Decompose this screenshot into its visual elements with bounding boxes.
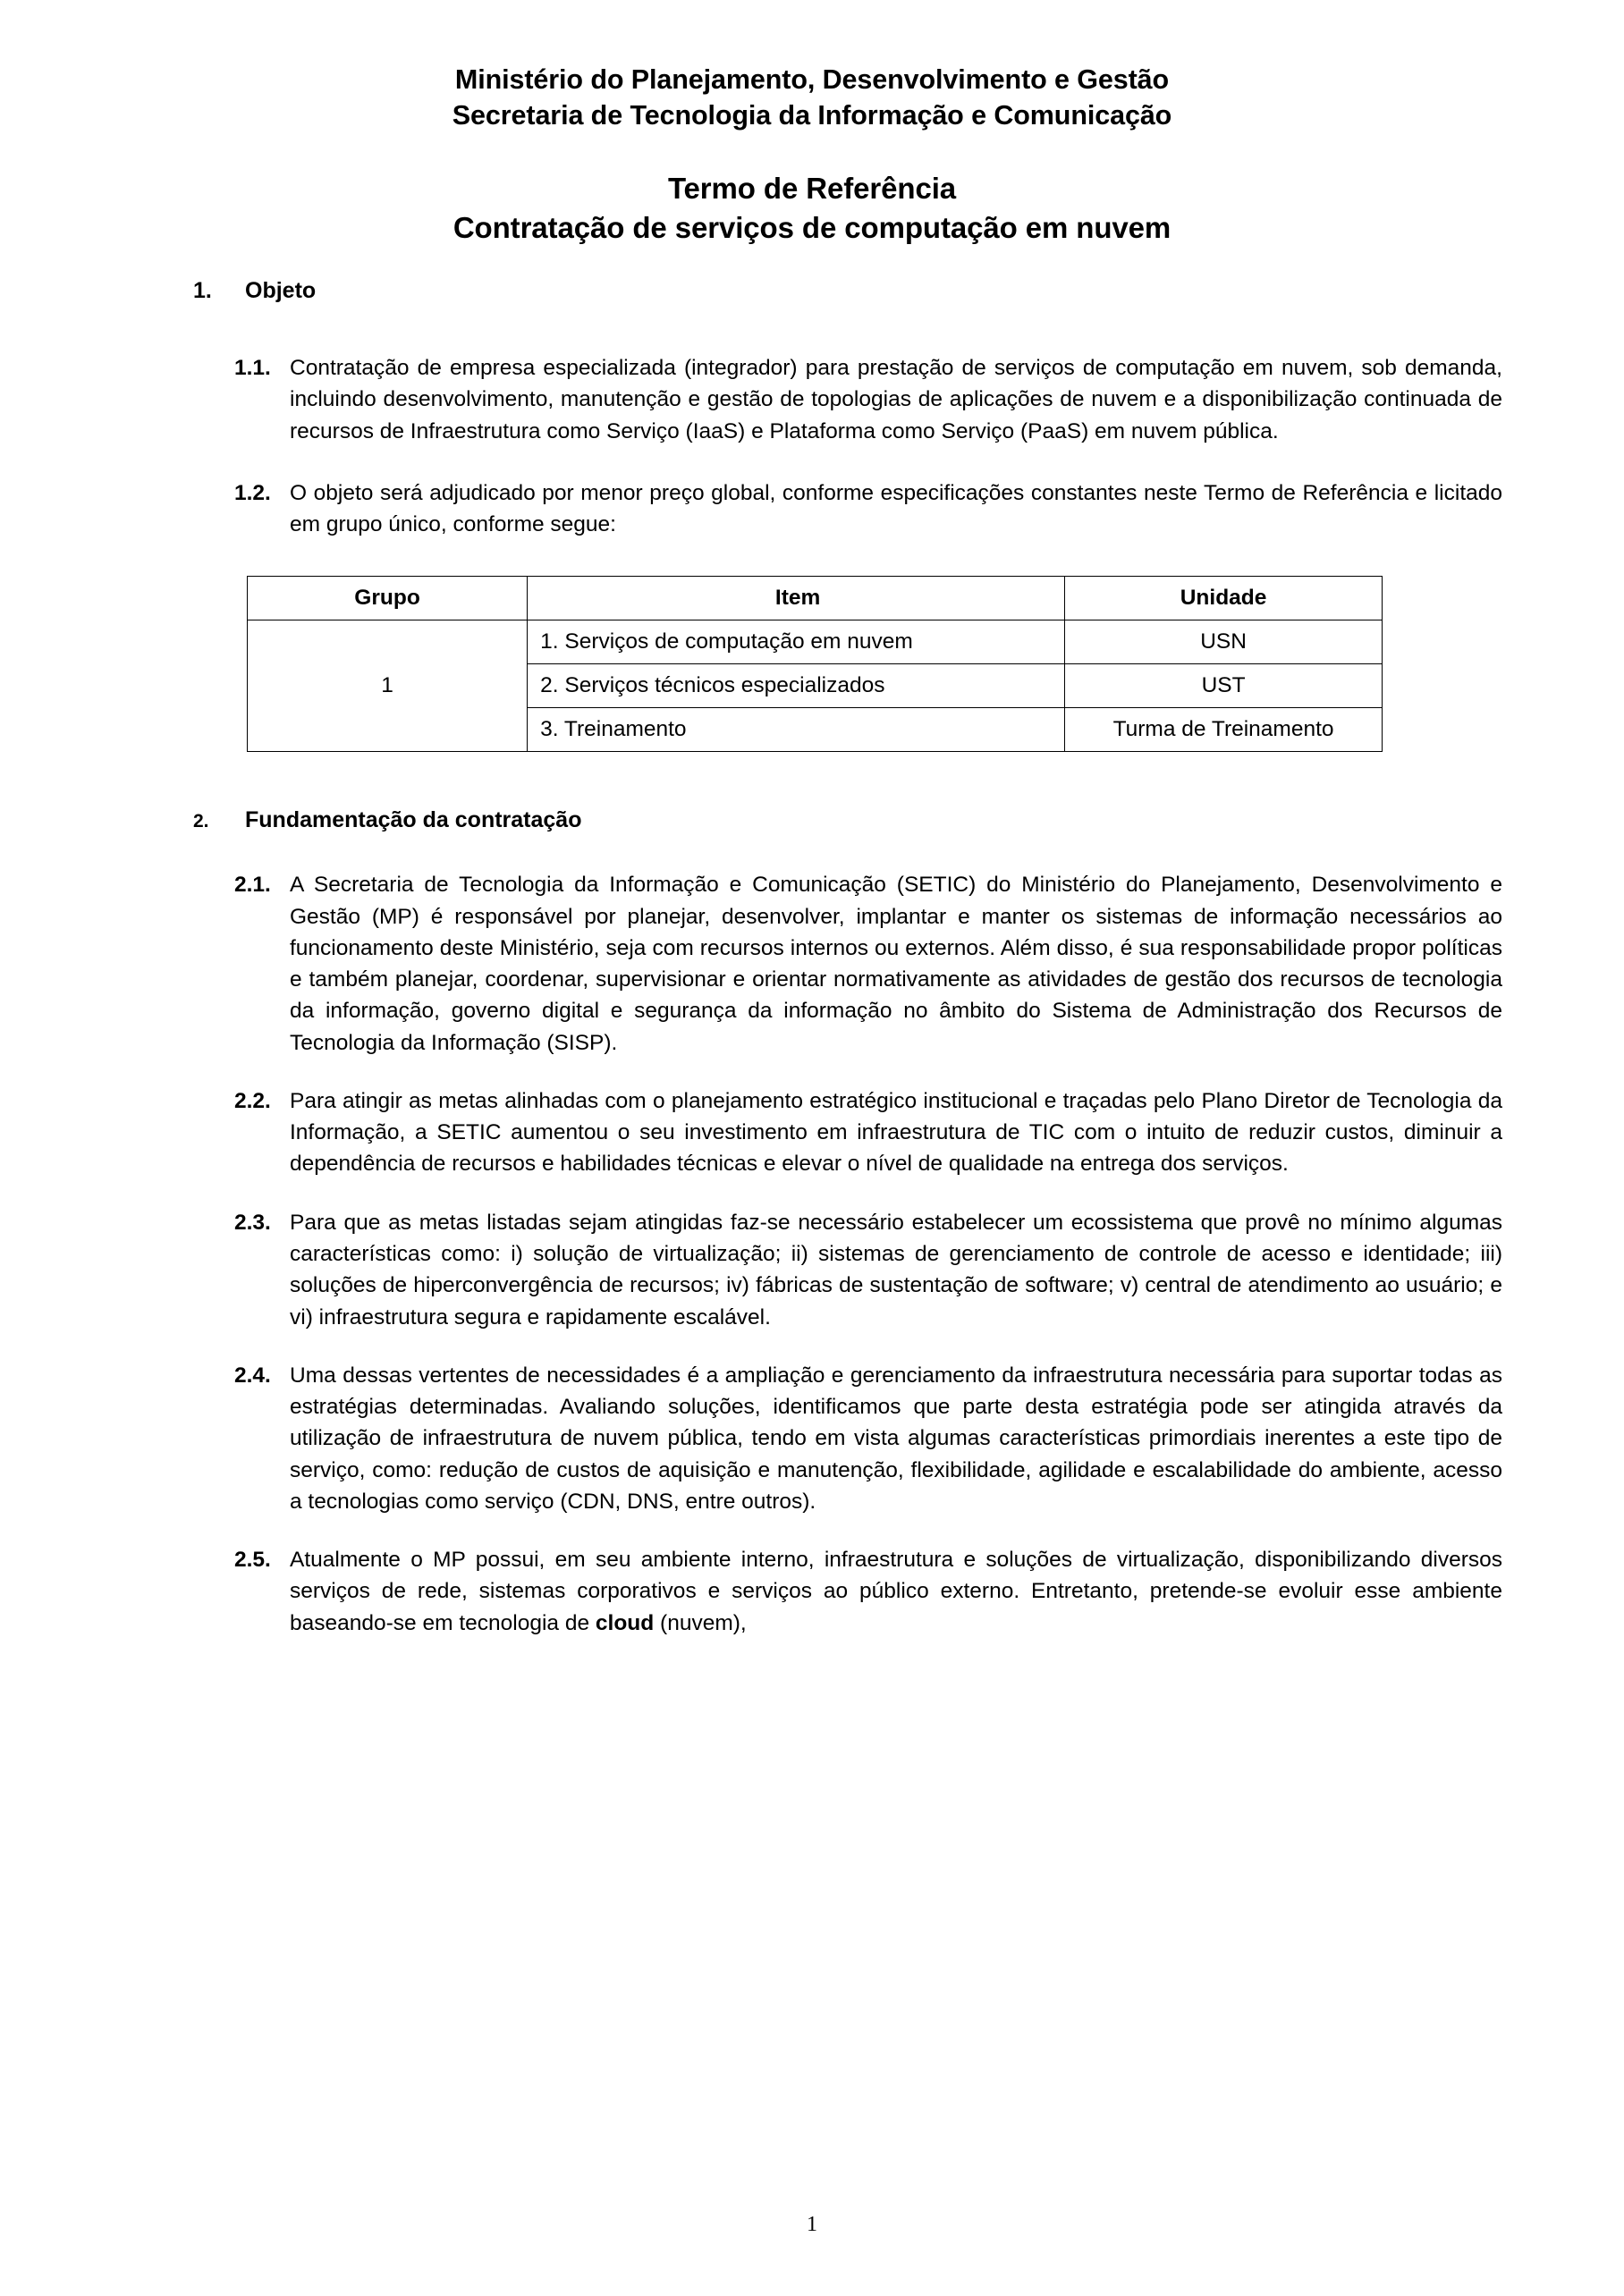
table-cell-item: 1. Serviços de computação em nuvem	[528, 620, 1065, 664]
paragraph-2-1-text: A Secretaria de Tecnologia da Informação e Comunicação (SETIC) do Ministério do Planejamento, Desenvolvimento e Gestão (MP) é responsável por planejar, desenvolver, implantar e manter os sistemas de informação necessários ao funcionamento deste Ministério, seja com recursos internos ou externos. Além disso, é sua responsabilidade propor políticas e também planejar, coordenar, supervisionar e orientar normativamente as atividades de gestão dos recursos de tecnologia da informação, governo digital e segurança da informação no âmbito do Sistema de Administração dos Recursos de Tecnologia da Informação (SISP).	[290, 873, 1502, 1055]
paragraph-2-1-number: 2.1.	[234, 873, 271, 898]
paragraph-2-4-text: Uma dessas vertentes de necessidades é a ampliação e gerenciamento da infraestrutura necessária para suportar todas as estratégias determinadas. Avaliando soluções, identificamos que parte desta estratégia pode ser atingida através da utilização de infraestrutura de nuvem pública, tendo em vista algumas características primordiais inerentes a este tipo de serviço, como: redução de custos de aquisição e manutenção, flexibilidade, agilidade e escalabilidade do ambiente, acesso a tecnologias como serviço (CDN, DNS, entre outros).	[290, 1363, 1502, 1514]
table-cell-unidade: Turma de Treinamento	[1065, 708, 1383, 752]
paragraph-1-2-number: 1.2.	[234, 480, 271, 505]
table-header-row	[248, 577, 1383, 620]
paragraph-2-5-text-bold: cloud	[595, 1610, 655, 1635]
header-line-ministry: Ministério do Planejamento, Desenvolvimento e Gestão	[454, 64, 1170, 95]
header-line-secretariat: Secretaria de Tecnologia da Informação e Comunicação	[452, 99, 1172, 131]
section-1-title: Objeto	[245, 278, 317, 304]
paragraph-2-2-number: 2.2.	[234, 1088, 271, 1113]
paragraph-2-3	[234, 1207, 1502, 1333]
section-1-number: 1.	[193, 278, 212, 304]
document-header	[0, 0, 1624, 133]
paragraph-2-5-text-part-b: (nuvem),	[654, 1610, 747, 1635]
table-cell-unidade: USN	[1065, 620, 1383, 664]
table-header-item: Item	[528, 577, 1065, 620]
paragraph-2-5-number: 2.5.	[234, 1548, 271, 1573]
paragraph-2-3-number: 2.3.	[234, 1210, 271, 1235]
paragraph-2-4	[234, 1360, 1502, 1517]
paragraph-2-5-text	[290, 1544, 1502, 1639]
paragraph-2-2	[234, 1085, 1502, 1180]
paragraph-1-2	[234, 477, 1502, 541]
page-number: 1	[807, 2213, 817, 2236]
items-table	[247, 576, 1383, 752]
paragraph-2-5-text-part-a: Atualmente o MP possui, em seu ambiente interno, infraestrutura e soluções de virtualização, disponibilizando diversos serviços de rede, sistemas corporativos e serviços ao público externo. Entretanto, pretende-se evoluir esse ambiente baseando-se em tecnologia de	[290, 1548, 1502, 1635]
paragraph-1-2-text: O objeto será adjudicado por menor preço global, conforme especificações constantes neste Termo de Referência e licitado em grupo único, conforme segue:	[290, 480, 1502, 537]
table-cell-item: 2. Serviços técnicos especializados	[528, 664, 1065, 708]
title-line-contratacao: Contratação de serviços de computação em nuvem	[453, 211, 1171, 245]
paragraph-1-1-number: 1.1.	[234, 356, 271, 381]
paragraph-2-1	[234, 869, 1502, 1059]
items-table-wrapper	[247, 576, 1383, 752]
section-2-title: Fundamentação da contratação	[245, 807, 582, 833]
table-header-unidade: Unidade	[1065, 577, 1383, 620]
paragraph-2-5	[234, 1544, 1502, 1639]
section-heading-1	[193, 278, 1624, 304]
table-cell-grupo: 1	[248, 620, 528, 752]
paragraph-2-4-number: 2.4.	[234, 1363, 271, 1388]
table-cell-unidade: UST	[1065, 664, 1383, 708]
table-row	[248, 620, 1383, 664]
table-header-grupo: Grupo	[248, 577, 528, 620]
paragraph-1-1	[234, 352, 1502, 447]
table-cell-item: 3. Treinamento	[528, 708, 1065, 752]
paragraph-1-1-text: Contratação de empresa especializada (integrador) para prestação de serviços de computação em nuvem, sob demanda, incluindo desenvolvimento, manutenção e gestão de topologias de aplicações de nuvem e a disponibilização continuada de recursos de Infraestrutura como Serviço (IaaS) e Plataforma como Serviço (PaaS) em nuvem pública.	[290, 356, 1502, 443]
document-title	[0, 169, 1624, 248]
paragraph-2-3-text: Para que as metas listadas sejam atingidas faz-se necessário estabelecer um ecossistema que provê no mínimo algumas características como: i) solução de virtualização; ii) sistemas de gerenciamento de controle de acesso e identidade; iii) soluções de hiperconvergência de recursos; iv) fábricas de sustentação de software; v) central de atendimento ao usuário; e vi) infraestrutura segura e rapidamente escalável.	[290, 1210, 1502, 1329]
paragraph-2-2-text: Para atingir as metas alinhadas com o planejamento estratégico institucional e traçadas pelo Plano Diretor de Tecnologia da Informação, a SETIC aumentou o seu investimento em infraestrutura de TIC com o intuito de reduzir custos, diminuir a dependência de recursos e habilidades técnicas e elevar o nível de qualidade na entrega dos serviços.	[290, 1088, 1502, 1177]
section-heading-2	[193, 807, 1624, 833]
title-line-termo: Termo de Referência	[667, 172, 957, 206]
document-body	[0, 278, 1624, 1639]
section-2-number: 2.	[193, 811, 209, 832]
